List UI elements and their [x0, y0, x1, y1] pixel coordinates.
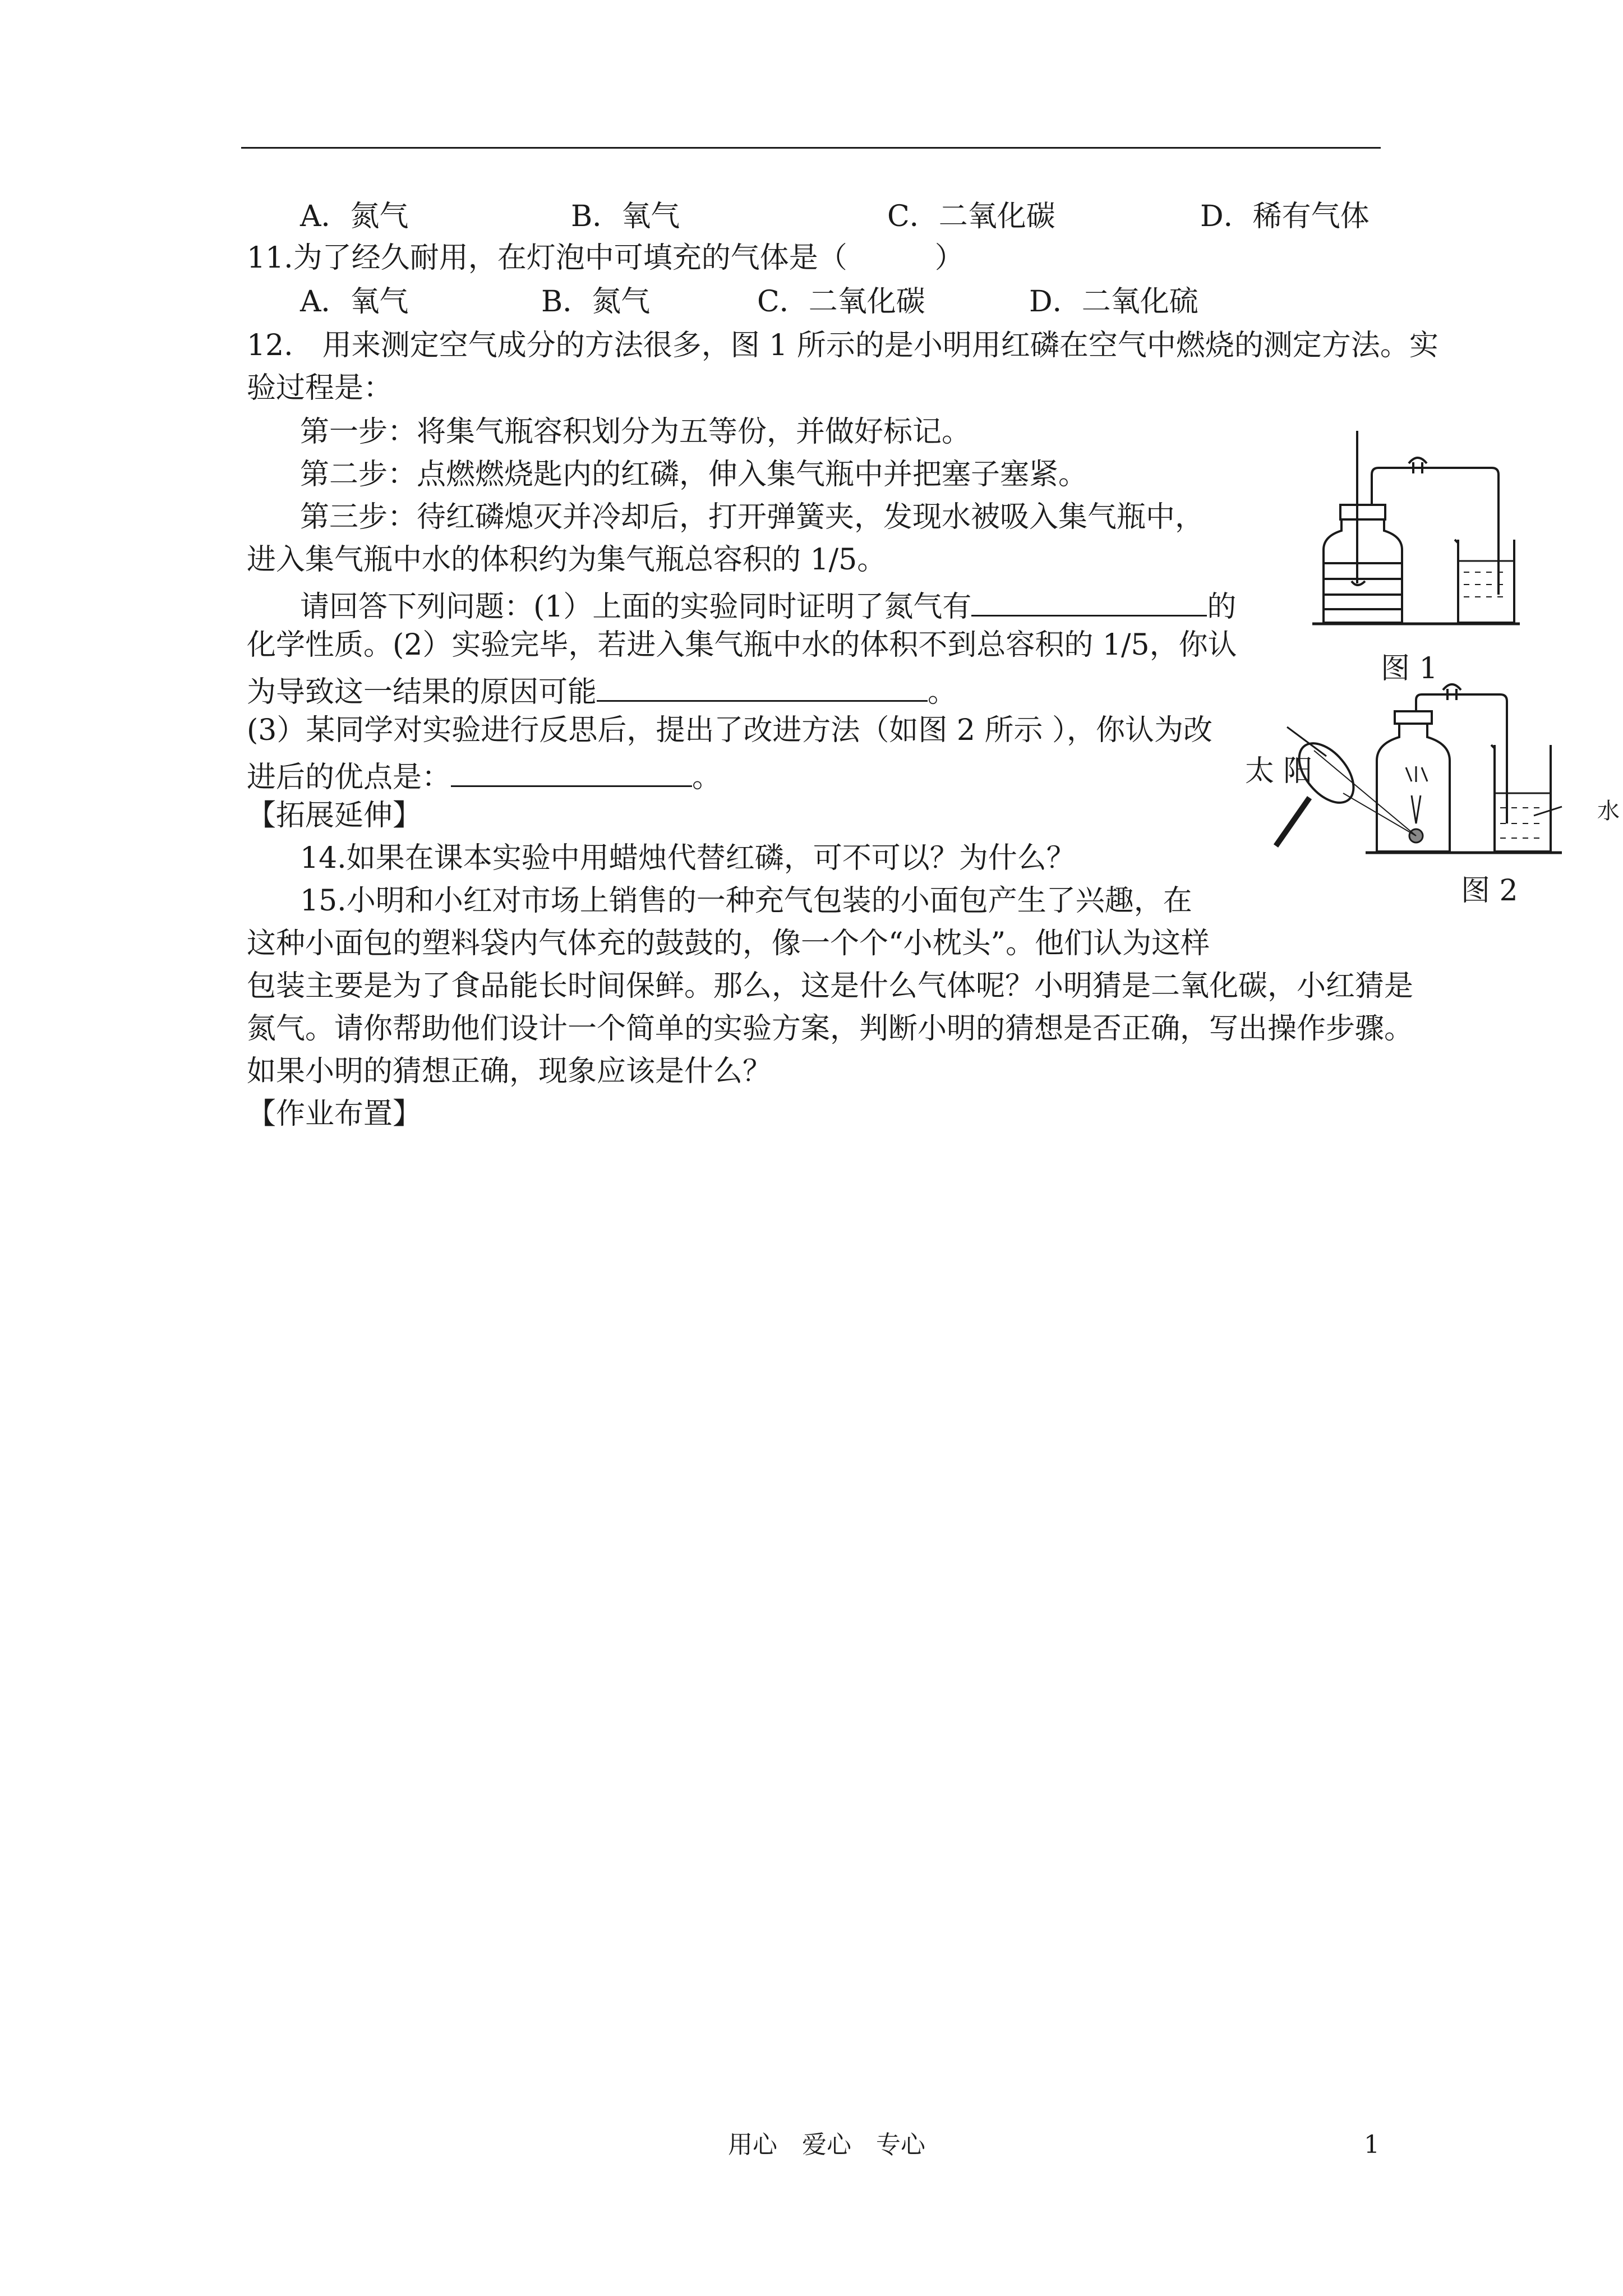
- q10-option-b: B．氧气: [571, 200, 680, 233]
- q15-line2: 这种小面包的塑料袋内气体充的鼓鼓的，像一个个“小枕头”。他们认为这样: [247, 927, 1210, 960]
- q15-line5: 如果小明的猜想正确，现象应该是什么？: [247, 1055, 772, 1088]
- q12-ask1-suffix: 的: [1207, 590, 1237, 624]
- section-extension: 【拓展延伸】: [247, 799, 422, 832]
- q11-option-d: D．二氧化硫: [1029, 285, 1198, 319]
- q12-ask2: 化学性质。(2）实验完毕，若进入集气瓶中水的体积不到总容积的 1/5，你认: [247, 628, 1237, 662]
- header-rule: [241, 147, 1381, 149]
- q12-step2: 第二步：点燃燃烧匙内的红磷，伸入集气瓶中并把塞子塞紧。: [300, 458, 1088, 491]
- q10-option-d: D．稀有气体: [1200, 200, 1370, 233]
- q12-ask1: [300, 586, 1236, 624]
- q11-stem: 11.为了经久耐用，在灯泡中可填充的气体是（ ）: [247, 241, 964, 275]
- q10-option-a: A．氮气: [300, 200, 409, 233]
- q12-ask3: (3）某同学对实验进行反思后，提出了改进方法（如图 2 所示 ），你认为改: [247, 714, 1213, 747]
- q12-ask2b-text: 为导致这一结果的原因可能: [247, 675, 597, 709]
- figure-2-caption: 图 2: [1461, 874, 1518, 908]
- answer-blank-3[interactable]: [451, 756, 692, 787]
- q12-ask1-text: 请回答下列问题：(1）上面的实验同时证明了氮气有: [300, 590, 972, 624]
- sun-label: 太 阳: [1245, 754, 1313, 788]
- q11-option-b: B．氮气: [541, 285, 651, 319]
- q10-option-c: C．二氧化碳: [887, 200, 1055, 233]
- water-label: 水: [1597, 798, 1620, 824]
- q15-line3: 包装主要是为了食品能长时间保鲜。那么，这是什么气体呢？小明猜是二氧化碳，小红猜是: [247, 969, 1414, 1003]
- q12-step3b: 进入集气瓶中水的体积约为集气瓶总容积的 1/5。: [247, 543, 887, 577]
- q12-ask2b: [247, 671, 957, 709]
- section-homework: 【作业布置】: [247, 1097, 422, 1131]
- q12-line2: 验过程是：: [247, 371, 393, 405]
- q12-line1: 12. 用来测定空气成分的方法很多，图 1 所示的是小明用红磷在空气中燃烧的测定方法。实: [247, 329, 1438, 362]
- answer-blank-2[interactable]: [597, 671, 928, 702]
- q15-line1: 15.小明和小红对市场上销售的一种充气包装的小面包产生了兴趣，在: [300, 884, 1192, 918]
- footer-motto: 用心 爱心 专心: [728, 2131, 925, 2159]
- q11-option-a: A．氧气: [300, 285, 409, 319]
- q11-option-c: C．二氧化碳: [757, 285, 925, 319]
- q12-ask3b: [247, 756, 721, 794]
- q15-line4: 氮气。请你帮助他们设计一个简单的实验方案，判断小明的猜想是否正确，写出操作步骤。: [247, 1012, 1414, 1046]
- figure-1-apparatus: [1307, 426, 1520, 634]
- q12-ask3b-text: 进后的优点是：: [247, 761, 451, 794]
- q12-step3a: 第三步：待红磷熄灭并冷却后，打开弹簧夹，发现水被吸入集气瓶中，: [300, 500, 1205, 534]
- page-number: 1: [1364, 2131, 1380, 2159]
- figure-1-caption: 图 1: [1381, 652, 1438, 685]
- answer-blank-1[interactable]: [971, 586, 1207, 616]
- q12-ask2b-suffix: 。: [928, 675, 957, 709]
- q14-text: 14.如果在课本实验中用蜡烛代替红磷，可不可以？为什么？: [300, 841, 1076, 875]
- q12-ask3b-suffix: 。: [692, 761, 722, 794]
- q12-step1: 第一步：将集气瓶容积划分为五等份，并做好标记。: [300, 415, 971, 449]
